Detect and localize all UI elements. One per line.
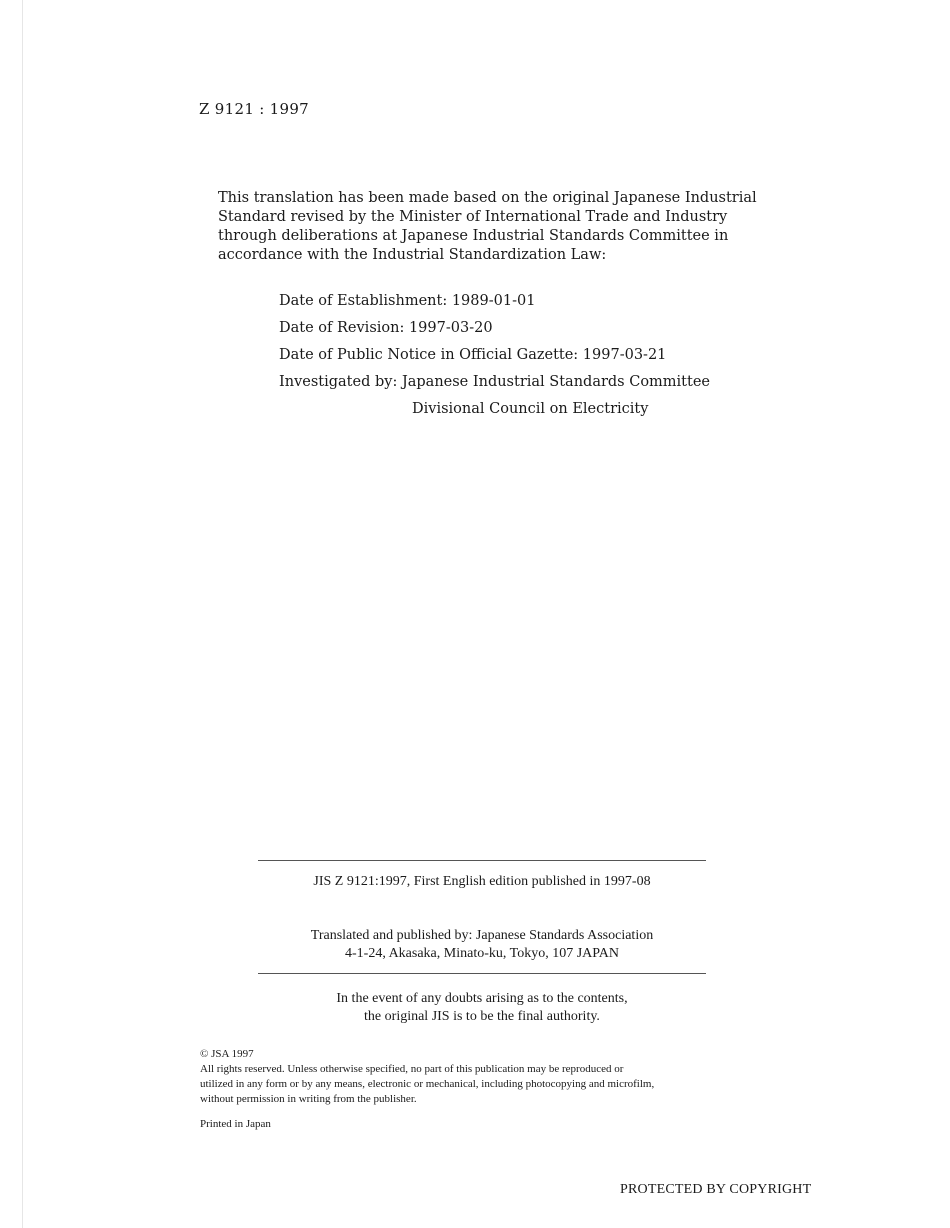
date-of-public-notice: Date of Public Notice in Official Gazette: 1997-03-21 — [279, 347, 667, 363]
date-of-revision: Date of Revision: 1997-03-20 — [279, 320, 493, 336]
publisher-address: 4-1-24, Akasaka, Minato-ku, Tokyo, 107 JAPAN — [345, 946, 619, 961]
copyright-notice: © JSA 1997 — [200, 1048, 254, 1060]
intro-paragraph: This translation has been made based on the original Japanese Industrial Standard revised by the Minister of International Trade and Industry through deliberations at Japanese Industrial Standards Committee in accordance with the Industrial Standardization Law: — [218, 190, 757, 263]
copyright-block — [200, 1047, 780, 1107]
copyright-stamp: PROTECTED BY COPYRIGHT — [620, 1182, 812, 1197]
rights-line-1: All rights reserved. Unless otherwise specified, no part of this publication may be reproduced or — [200, 1063, 624, 1075]
investigated-by: Investigated by: Japanese Industrial Standards Committee — [279, 374, 710, 390]
authority-note — [258, 990, 706, 1026]
publisher-name: Translated and published by: Japanese Standards Association — [310, 928, 654, 943]
divisional-council: Divisional Council on Electricity — [412, 401, 649, 417]
dates-block — [279, 291, 710, 426]
printed-in: Printed in Japan — [200, 1118, 271, 1130]
publisher-block — [258, 927, 706, 963]
authority-note-line-1: In the event of any doubts arising as to the contents, — [336, 991, 628, 1006]
authority-note-line-2: the original JIS is to be the final authority. — [364, 1009, 600, 1024]
rights-line-3: without permission in writing from the publisher. — [200, 1093, 417, 1105]
standard-code: Z 9121 : 1997 — [199, 100, 310, 118]
page-edge-line — [22, 0, 23, 1228]
divider-top — [258, 860, 706, 861]
divider-bottom — [258, 973, 706, 974]
rights-line-2: utilized in any form or by any means, electronic or mechanical, including photocopying and microfilm, — [200, 1078, 655, 1090]
date-of-establishment: Date of Establishment: 1989-01-01 — [279, 293, 536, 309]
edition-line: JIS Z 9121:1997, First English edition published in 1997-08 — [313, 874, 651, 889]
